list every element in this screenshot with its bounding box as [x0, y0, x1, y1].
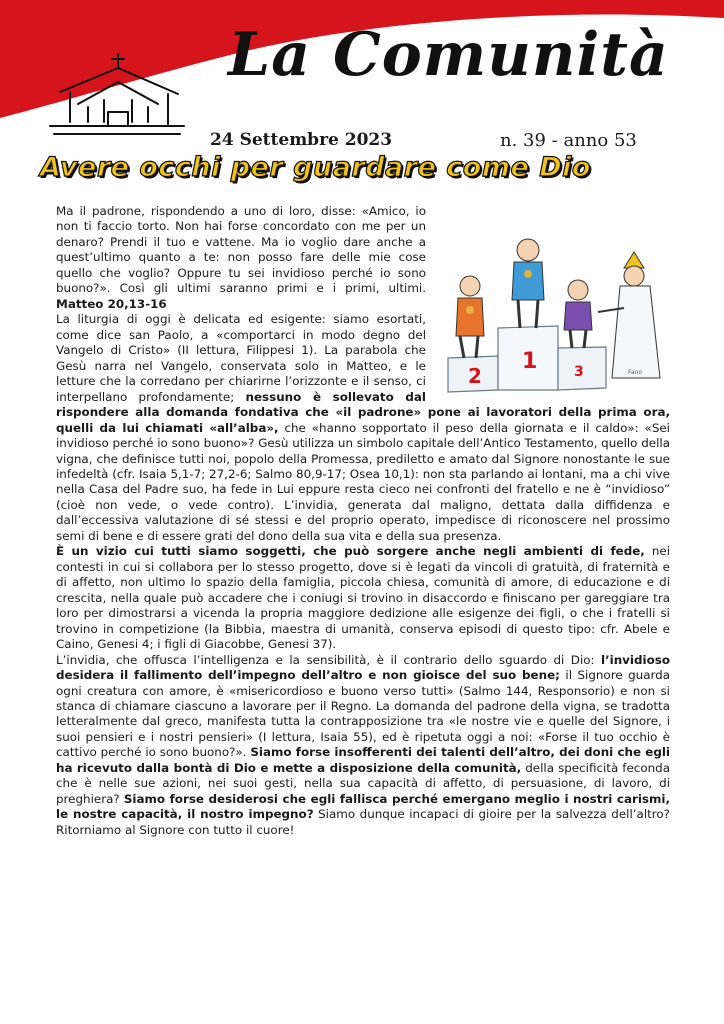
article-paragraph-3: È un vizio cui tutti siamo soggetti, che può sorgere anche negli ambienti di fede, nei contesti in cui si collabora per lo stesso progetto, dove si è legati da vincoli di gratuità, di fraternità e di affetto, non ultimo lo spazio della famiglia, piccola chiesa, comunità di amore, di educazione e di crescita, nella quale può accadere che i coniugi si trovino in disaccordo e finiscano per gareggiare tra loro per dimostrarsi a vicenda la propria maggiore dedizione alle esigenze dei figli, o che i fratelli si trovino in competizione (la Bibbia, maestra di umanità, conserva episodi di questo tipo: cfr. Abele e Caino, Genesi 4; i figli di Giacobbe, Genesi 37).: [56, 544, 671, 652]
svg-text:3: 3: [574, 364, 584, 380]
article-paragraph-2: La liturgia di oggi è delicata ed esigente: siamo esortati, come dice san Paolo, a «comportarci in modo degno del Vangelo di Cristo» (II lettura, Filippesi 1). La parabola che Gesù narra nel Vangelo, conservata solo in Matteo, e le letture che la corredano per chiarirne l’orizzonte e il senso, ci interpellano profondamente; nessuno è sollevato dal rispondere alla domanda fondativa che «il padrone» pone ai lavoratori della prima ora, quelli da lui chiamati «all’alba», che «hanno sopportato il peso della giornata e il caldo»: «Sei invidioso perché io sono buono»? Gesù utilizza un simbolo capitale dell’Antico Testamento, quello della vigna, che definisce tutti noi, popolo della Promessa, prediletto e amato dal Signore nonostante le sue infedeltà (cfr. Isaia 5,1-7; 27,2-6; Salmo 80,9-17; Osea 10,1): non sta parlando ai lontani, ma a chi vive nella Casa del Padre suo, ha fede in Lui eppure resta cieco nei confronti del fratello e ne è “invidioso” (cioè non vede, o vede contro). L’invidia, generata dal maligno, dettata dalla diffidenza e dall’eccessiva valutazione di sé stessi e del proprio operato, impedisce di riconoscere nel prossimo semi di bene e di essere grati del dono della sua vita e della sua presenza.: [56, 312, 670, 543]
article-paragraph-1: Ma il padrone, rispondendo a uno di loro, disse: «Amico, io non ti faccio torto. Non hai forse concordato con me per un denaro? Prendi il tuo e vattene. Ma io voglio dare anche a quest’ultimo quanto a te: non posso fare delle mie cose quello che voglio? Oppure tu sei invidioso perché io sono buono?». Così gli ultimi saranno primi e i primi, ultimi. Matteo 20,13-16: [56, 204, 426, 311]
issue-number: n. 39 - anno 53: [500, 130, 637, 151]
article-body: [56, 204, 670, 838]
illustration-signature: Fano: [628, 369, 643, 376]
svg-text:2: 2: [468, 364, 482, 388]
illustration-space: [426, 204, 670, 392]
headline: Avere occhi per guardare come Dio: [40, 152, 591, 183]
masthead-title: La Comunità: [228, 20, 669, 90]
issue-date: 24 Settembre 2023: [210, 130, 393, 150]
church-icon: [48, 52, 186, 142]
article-paragraph-4: L’invidia, che offusca l’intelligenza e la sensibilità, è il contrario dello sguardo di Dio: l’invidioso desidera il fallimento dell’impegno dell’altro e non gioisce del suo bene; il Signore guarda ogni creatura con amore, è «misericordioso e buono verso tutti» (Salmo 144, Responsorio) e non si stanca di chiamare ciascuno a lavorare per il Regno. La domanda del padrone della vigna, se tradotta letteralmente dal greco, manifesta tutta la contrapposizione tra «le nostre vie e quelle del Signore, i suoi pensieri e i nostri pensieri» (I lettura, Isaia 55), ed è ripetuta oggi a noi: «Forse il tuo occhio è cattivo perché io sono buono?». Siamo forse insofferenti dei talenti dell’altro, dei doni che egli ha ricevuto dalla bontà di Dio e mette a disposizione della comunità, della specificità feconda che è nelle sue azioni, nei suoi gesti, nella sua capacità di affetto, di persuasione, di lavoro, di preghiera? Siamo forse desiderosi che egli fallisca perché emergano meglio i nostri carismi, le nostre capacità, il nostro impegno? Siamo dunque incapaci di gioire per la salvezza dell’altro? Ritorniamo al Signore con tutto il cuore!: [56, 652, 671, 837]
svg-text:1: 1: [522, 349, 538, 374]
